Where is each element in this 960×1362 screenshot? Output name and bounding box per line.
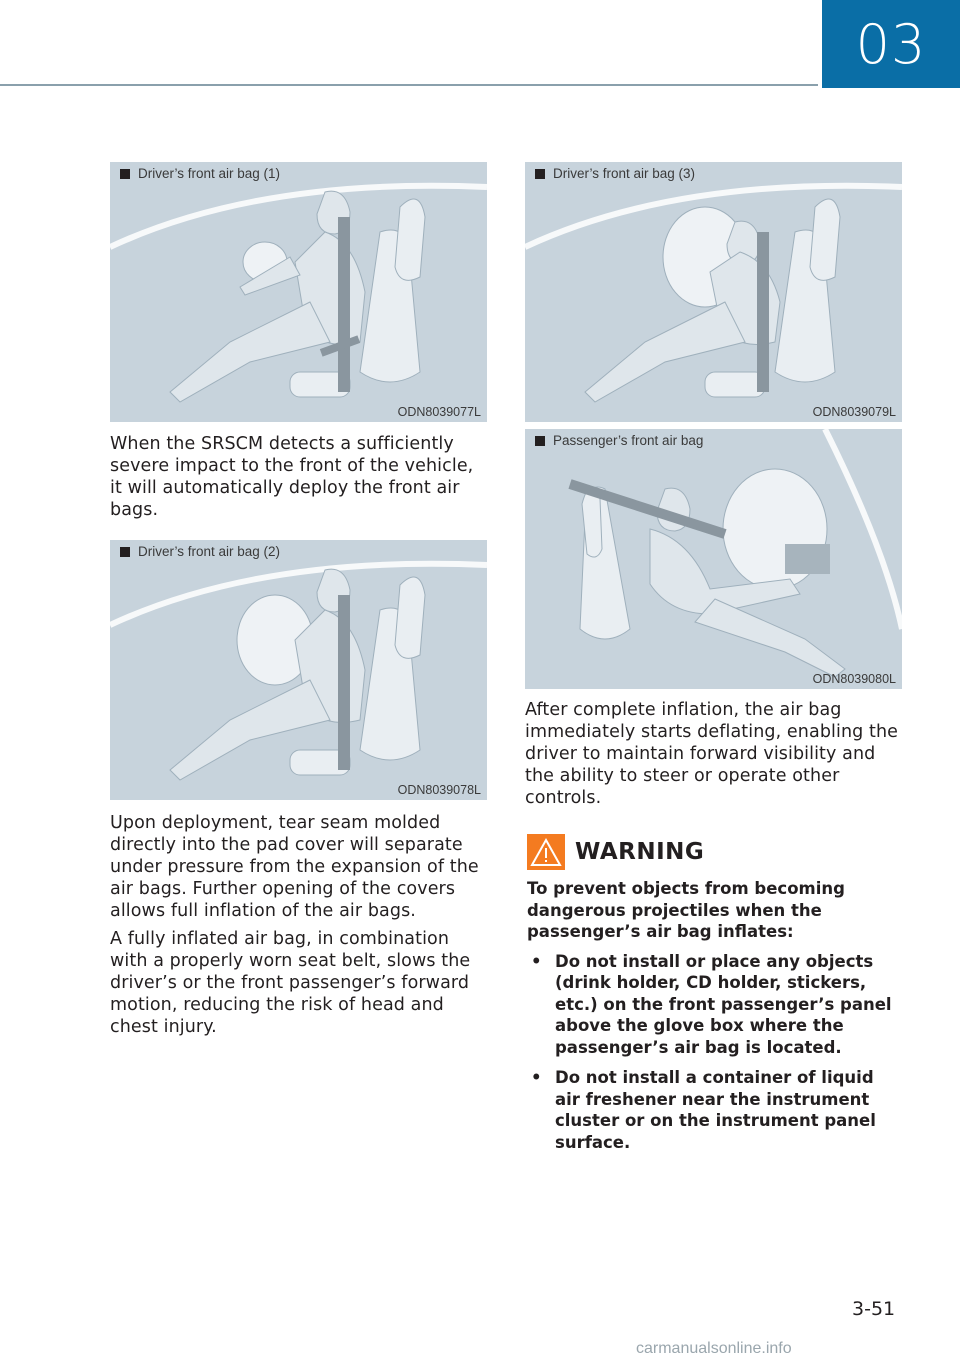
bullet-dot: • — [531, 1068, 542, 1087]
figure-caption — [535, 166, 695, 181]
warning-intro: To prevent objects from becoming dangerous projectiles when the passenger’s air bag inflates: — [527, 879, 845, 941]
figure-caption-text: Driver’s front air bag (1) — [138, 166, 281, 181]
figure-driver-airbag-1 — [110, 162, 487, 422]
paragraph-fully-inflated: A fully inflated air bag, in combination with a properly worn seat belt, slows the driver’s or the front passenger’s forward motion, reducing the risk of head and chest injury. — [110, 929, 471, 1037]
warning-bullet-text: Do not install or place any objects (drink holder, CD holder, stickers, etc.) on the front passenger’s panel above the glove box where the passenger’s air bag is located. — [555, 951, 892, 1057]
square-bullet-icon — [120, 547, 130, 557]
illustration-passenger-airbag — [525, 429, 902, 689]
bullet-dot: • — [531, 951, 542, 971]
watermark[interactable]: carmanualsonline.info — [636, 1340, 792, 1357]
warning-body — [527, 878, 897, 1162]
figure-code: ODN8039079L — [812, 405, 896, 419]
warning-bullet — [527, 1067, 897, 1153]
warning-triangle-icon — [527, 834, 565, 870]
paragraph-deflating: After complete inflation, the air bag immediately starts deflating, enabling the driver to maintain forward visibility and the ability to steer or operate other controls. — [525, 700, 899, 808]
paragraph-deploy: When the SRSCM detects a sufficiently severe impact to the front of the vehicle, it will automatically deploy the front air bags. — [110, 434, 474, 520]
page-number: 3-51 — [852, 1298, 896, 1320]
warning-title: WARNING — [575, 839, 705, 865]
figure-caption — [535, 433, 703, 448]
figure-driver-airbag-2 — [110, 540, 487, 800]
warning-header — [527, 834, 704, 870]
figure-code: ODN8039080L — [812, 672, 896, 686]
square-bullet-icon — [535, 169, 545, 179]
figure-caption-text: Passenger’s front air bag — [553, 433, 704, 448]
figure-code: ODN8039077L — [397, 405, 481, 419]
figure-caption — [120, 544, 280, 559]
figure-caption — [120, 166, 280, 181]
illustration-driver-airbag-3 — [525, 162, 902, 422]
figure-passenger-airbag — [525, 429, 902, 689]
square-bullet-icon — [120, 169, 130, 179]
warning-bullet-text: Do not install a container of liquid air freshener near the instrument cluster or on the instrument panel surface. — [555, 1068, 876, 1152]
warning-bullet — [527, 951, 897, 1059]
illustration-driver-airbag-1 — [110, 162, 487, 422]
figure-caption-text: Driver’s front air bag (3) — [553, 166, 696, 181]
square-bullet-icon — [535, 436, 545, 446]
figure-driver-airbag-3 — [525, 162, 902, 422]
paragraph-tear-seam: Upon deployment, tear seam molded directly into the pad cover will separate under pressure from the expansion of the air bags. Further opening of the covers allows full inflation of the air bags. — [110, 813, 479, 921]
illustration-driver-airbag-2 — [110, 540, 487, 800]
chapter-tab: 03 — [822, 0, 960, 88]
figure-code: ODN8039078L — [397, 783, 481, 797]
figure-caption-text: Driver’s front air bag (2) — [138, 544, 281, 559]
header-rule — [0, 84, 818, 86]
